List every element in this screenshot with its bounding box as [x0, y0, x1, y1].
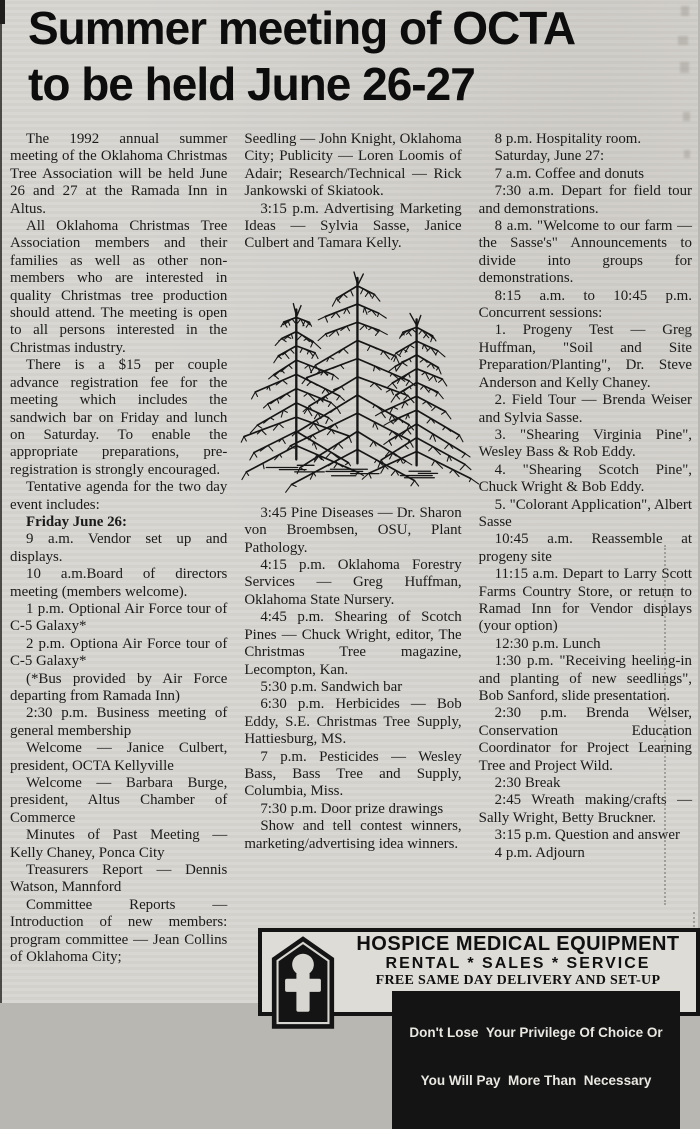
paragraph: 12:30 p.m. Lunch: [494, 635, 601, 652]
article-headline: [28, 0, 575, 112]
paragraph: 8 a.m. "Welcome to our farm — the Sasse's" Announcements to divide into groups for demonstrations.: [478, 218, 692, 287]
paragraph: 3. "Shearing Virginia Pine", Wesley Bass & Rob Eddy.: [478, 426, 692, 461]
paragraph: There is a $15 per couple advance registration fee for the meeting which includes the sandwich bar on Friday and lunch on Saturday. To enable the appropriate preparations, pre-registration is strongly encouraged.: [10, 357, 228, 478]
paragraph: 2:30 p.m. Business meeting of general membership: [10, 705, 228, 739]
paragraph: 5:30 p.m. Sandwich bar: [260, 678, 403, 695]
paragraph: 4. "Shearing Scotch Pine", Chuck Wright & Bob Eddy.: [478, 461, 692, 496]
paragraph: 2:30 Break: [494, 775, 561, 792]
ad-subtitle: RENTAL * SALES * SERVICE: [385, 955, 651, 972]
column-2-bottom-paragraphs: [244, 505, 461, 853]
paragraph: 7 p.m. Pesticides — Wesley Bass, Bass Tree and Supply, Columbia, Miss.: [244, 748, 462, 800]
ad-banner: [392, 991, 680, 1129]
paragraph: 5. "Colorant Application", Albert Sasse: [478, 496, 692, 530]
paragraph: Saturday, June 27:: [494, 148, 605, 165]
paragraph: 2:30 p.m. Brenda Welser, Conservation Education Coordinator for Project Learning Tree and Project Wild.: [478, 705, 692, 774]
paragraph: 3:15 p.m. Advertising Marketing Ideas — Sylvia Sasse, Janice Culbert and Tamara Kelly.: [244, 200, 462, 252]
column-3-paragraphs: [479, 131, 692, 862]
paragraph: The 1992 annual summer meeting of the Oklahoma Christmas Tree Association will be held June 26 and 27 at the Ramada Inn in Altus.: [10, 131, 228, 217]
bleed-through-mark: [684, 150, 690, 158]
bleed-through-mark: [680, 62, 689, 73]
hospice-ad-box: [258, 928, 700, 1088]
bleed-through-mark: [683, 112, 690, 121]
scan-corner-mark: [0, 0, 5, 24]
paragraph: 6:30 p.m. Herbicides — Bob Eddy, S.E. Christmas Tree Supply, Hattiesburg, MS.: [244, 696, 462, 748]
paragraph: All Oklahoma Christmas Tree Association members and their families as well as other non-members who are interested in quality Christmas tree production should attend. The meeting is open to all persons interested in the Christmas industry.: [10, 218, 228, 356]
paragraph: 2. Field Tour — Brenda Weiser and Sylvia Sasse.: [478, 392, 692, 426]
ad-delivery-line: FREE SAME DAY DELIVERY AND SET-UP: [375, 973, 661, 988]
three-pine-trees-sketch-icon: [247, 265, 459, 499]
hospice-person-cross-logo-icon: [270, 935, 336, 1030]
paragraph: 1 p.m. Optional Air Force tour of C-5 Galaxy*: [10, 600, 228, 635]
paragraph: 3:45 Pine Diseases — Dr. Sharon von Broembsen, OSU, Plant Pathology.: [244, 504, 462, 556]
paragraph: 8 p.m. Hospitality room.: [494, 131, 642, 147]
paragraph: 2:45 Wreath making/crafts — Sally Wright, Betty Bruckner.: [478, 792, 692, 826]
hospice-logo: [262, 932, 346, 1012]
paragraph: 7:30 a.m. Depart for field tour and demonstrations.: [478, 183, 692, 217]
column-separator-dotted-line: [664, 545, 666, 905]
column-2-top-paragraphs: [244, 131, 461, 253]
ad-banner-line-1: Don't Lose Your Privilege Of Choice Or: [409, 1025, 663, 1040]
paragraph: Welcome — Janice Culbert, president, OCTA Kellyville: [10, 740, 228, 774]
paragraph: (*Bus provided by Air Force departing from Ramada Inn): [10, 670, 228, 704]
paragraph: 4:45 p.m. Shearing of Scotch Pines — Chuck Wright, editor, The Christmas Tree magazine, Lecompton, Kan.: [244, 609, 462, 678]
bleed-through-mark: [681, 6, 689, 16]
paragraph: 1:30 p.m. "Receiving heeling-in and planting of new seedlings", Bob Sanford, slide presentation.: [478, 653, 692, 704]
headline-line-1: Summer meeting of OCTA: [28, 2, 576, 54]
paragraph: 1. Progeny Test — Greg Huffman, "Soil and Site Preparation/Planting", Dr. Steve Anderson and Kelly Chaney.: [478, 322, 692, 391]
paragraph: Show and tell contest winners, marketing/advertising idea winners.: [244, 818, 462, 852]
paragraph: 4 p.m. Adjourn: [494, 844, 585, 861]
paragraph: 10:45 a.m. Reassemble at progeny site: [478, 531, 692, 565]
ad-text-block: [346, 932, 696, 1088]
paragraph: 10 a.m.Board of directors meeting (members welcome).: [10, 566, 228, 600]
article-column-1: [10, 131, 227, 967]
paragraph: 4:15 p.m. Oklahoma Forestry Services — Greg Huffman, Oklahoma State Nursery.: [244, 557, 462, 608]
ad-banner-line-2: You Will Pay More Than Necessary: [420, 1073, 652, 1088]
paragraph: Friday June 26:: [26, 513, 127, 530]
paragraph: Committee Reports — Introduction of new members: program committee — Jean Collins of Oklahoma City;: [10, 896, 228, 966]
paragraph: 7 a.m. Coffee and donuts: [494, 165, 645, 182]
paragraph: 8:15 a.m. to 10:45 p.m. Concurrent sessions:: [478, 287, 692, 322]
paragraph: 9 a.m. Vendor set up and displays.: [10, 531, 228, 565]
bleed-through-mark: [682, 330, 690, 338]
paragraph: 2 p.m. Optiona Air Force tour of C-5 Galaxy*: [10, 635, 228, 670]
paragraph: 7:30 p.m. Door prize drawings: [260, 800, 444, 817]
paragraph: Treasurers Report — Dennis Watson, Mannford: [10, 862, 228, 896]
ad-title: HOSPICE MEDICAL EQUIPMENT: [356, 933, 680, 955]
scan-edge-line: [0, 0, 2, 1003]
paragraph: Tentative agenda for the two day event includes:: [10, 479, 228, 513]
article-column-2: [244, 131, 461, 967]
paragraph: Seedling — John Knight, Oklahoma City; Publicity — Loren Loomis of Adair; Research/Technical — Rick Jankowski of Skiatook.: [244, 131, 462, 200]
article-column-3: [479, 131, 692, 967]
paragraph: 3:15 p.m. Question and answer: [494, 827, 680, 844]
headline-line-2: to be held June 26-27: [28, 58, 475, 110]
paragraph: Minutes of Past Meeting — Kelly Chaney, Ponca City: [10, 827, 228, 861]
paragraph: 11:15 a.m. Depart to Larry Scott Farms Country Store, or return to Ramad Inn for Vendor displays (your option): [478, 566, 692, 635]
article-body: [10, 131, 692, 967]
column-1-paragraphs: [10, 131, 227, 967]
pine-trees-illustration: [247, 265, 459, 499]
paragraph: Welcome — Barbara Burge, president, Altus Chamber of Commerce: [10, 775, 228, 826]
bleed-through-mark: [678, 36, 688, 45]
